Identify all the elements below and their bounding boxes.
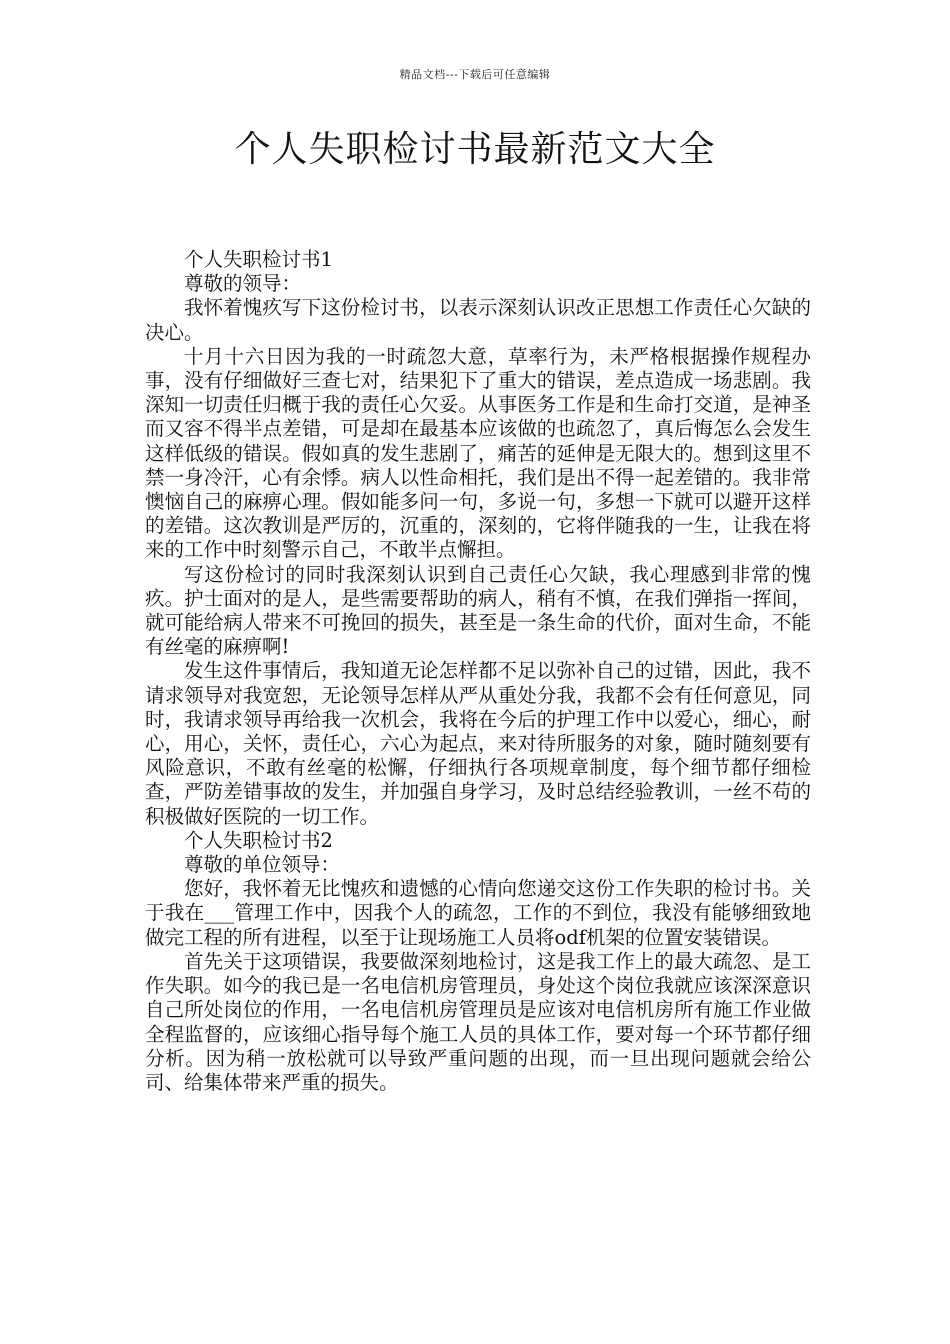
document-title: 个人失职检讨书最新范文大全 [234,129,716,170]
section-heading-1: 个人失职检讨书1 [184,248,333,271]
body-paragraph: 首先关于这项错误，我要做深刻地检讨，这是我工作上的最大疏忽、是工作失职。如今的我已是一名电信机房管理员，身处这个岗位我就应该深深意识自己所处岗位的作用，一名电信机房管理员是应该对电信机房所有施工作业做全程监督的，应该细心指导每个施工人员的具体工作，要对每一个环节都仔细分析。因为稍一放松就可以导致严重问题的出现，而一旦出现问题就会给公司、给集体带来严重的损失。 [145,949,811,1094]
salutation-2: 尊敬的单位领导： [184,853,341,877]
body-paragraph: 发生这件事情后，我知道无论怎样都不足以弥补自己的过错，因此，我不请求领导对我宽恕，无论领导怎样从严从重处分我，我都不会有任何意见，同时，我请求领导再给我一次机会，我将在今后的护理工作中以爱心，细心，耐心，用心，关怀，责任心，六心为起点，来对待所服务的对象，随时随刻要有风险意识，不敢有丝毫的松懈，仔细执行各项规章制度，每个细节都仔细检查，严防差错事故的发生，并加强自身学习，及时总结经验教训，一丝不苟的积极做好医院的一切工作。 [145,659,811,828]
body-paragraph: 您好，我怀着无比愧疚和遗憾的心情向您递交这份工作失职的检讨书。关于我在___管理工作中，因我个人的疏忽，工作的不到位，我没有能够细致地做完工程的所有进程，以至于让现场施工人员将odf机架的位置安装错误。 [145,877,811,949]
header-note: 精品文档---下载后可任意编辑 [399,68,551,81]
salutation-1: 尊敬的领导： [184,272,302,296]
section-heading-2: 个人失职检讨书2 [184,828,333,852]
body-paragraph: 我怀着愧疚写下这份检讨书，以表示深刻认识改正思想工作责任心欠缺的决心。 [145,296,811,344]
body-paragraph: 十月十六日因为我的一时疏忽大意，草率行为，未严格根据操作规程办事，没有仔细做好三查七对，结果犯下了重大的错误，差点造成一场悲剧。我深知一切责任归概于我的责任心欠妥。从事医务工作是和生命打交道，是神圣而又容不得半点差错，可是却在最基本应该做的也疏忽了，真后悔怎么会发生这样低级的错误。假如真的发生悲剧了，痛苦的延伸是无限大的。想到这里不禁一身冷汗，心有余悸。病人以性命相托，我们是出不得一起差错的。我非常懊恼自己的麻痹心理。假如能多问一句，多说一句，多想一下就可以避开这样的差错。这次教训是严厉的，沉重的，深刻的，它将伴随我的一生，让我在将来的工作中时刻警示自己，不敢半点懈担。 [145,344,811,562]
document-body [145,248,811,1095]
body-paragraph: 写这份检讨的同时我深刻认识到自己责任心欠缺，我心理感到非常的愧疚。护士面对的是人，是些需要帮助的病人，稍有不慎，在我们弹指一挥间，就可能给病人带来不可挽回的损失，甚至是一条生命的代价，面对生命，不能有丝毫的麻痹啊! [145,562,811,659]
